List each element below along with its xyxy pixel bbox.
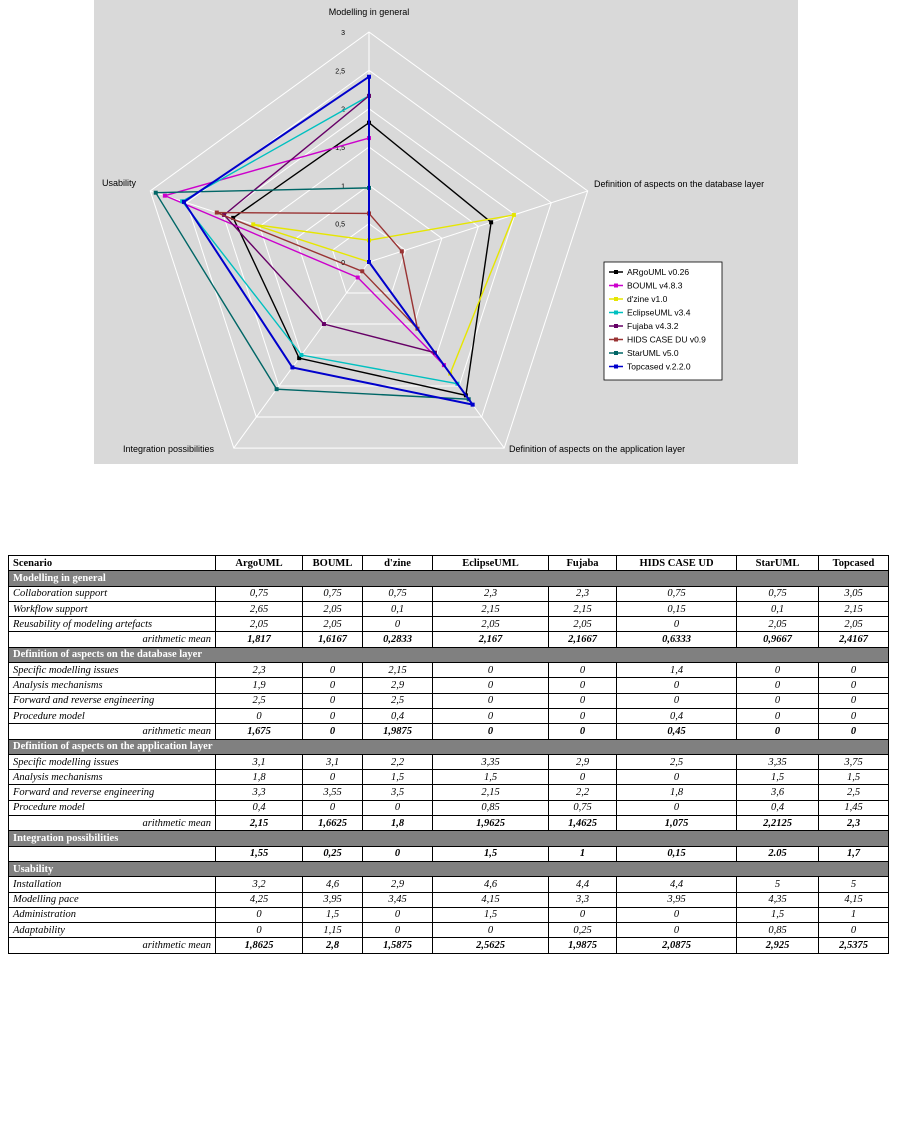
score-cell: 0,45 [617, 724, 737, 739]
radar-data-point [400, 249, 404, 253]
score-cell: 1,675 [216, 724, 303, 739]
section-title: Integration possibilities [9, 831, 889, 846]
score-cell: 2,15 [363, 663, 433, 678]
score-cell: 2,5625 [433, 938, 549, 953]
radar-axis-label: Usability [102, 178, 137, 188]
score-cell: 2,9 [549, 754, 617, 769]
table-row [9, 663, 889, 678]
radar-data-point [512, 213, 516, 217]
section-title: Definition of aspects on the application layer [9, 739, 889, 754]
score-cell: 2,15 [433, 785, 549, 800]
score-cell: 2,9 [363, 877, 433, 892]
legend-label: EclipseUML v3.4 [627, 307, 691, 318]
score-cell: 2,05 [433, 617, 549, 632]
score-cell: 4,4 [617, 877, 737, 892]
radar-data-point [471, 403, 475, 407]
score-cell: 0,1 [737, 601, 819, 616]
score-cell: 4,6 [433, 877, 549, 892]
table-row [9, 923, 889, 938]
score-cell: 1,15 [303, 923, 363, 938]
criterion-cell: Reusability of modeling artefacts [9, 617, 216, 632]
table-row [9, 938, 889, 953]
score-cell: 2,5 [819, 785, 889, 800]
score-cell: 3,45 [363, 892, 433, 907]
score-cell: 0,6333 [617, 632, 737, 647]
score-cell: 0 [617, 770, 737, 785]
table-row [9, 754, 889, 769]
criterion-cell: Procedure model [9, 708, 216, 723]
score-cell: 1,6167 [303, 632, 363, 647]
table-row [9, 800, 889, 815]
score-cell: 3,05 [819, 586, 889, 601]
score-cell: 2,15 [549, 601, 617, 616]
score-cell: 0 [737, 678, 819, 693]
legend-label: StarUML v5.0 [627, 348, 679, 358]
score-cell: 4,15 [819, 892, 889, 907]
criterion-cell: Analysis mechanisms [9, 770, 216, 785]
table-row [9, 816, 889, 831]
score-cell: 2,05 [303, 601, 363, 616]
score-cell: 0,4 [737, 800, 819, 815]
criterion-cell: Specific modelling issues [9, 663, 216, 678]
score-cell: 1,075 [617, 816, 737, 831]
score-cell: 0 [363, 907, 433, 922]
score-cell: 2,3 [819, 816, 889, 831]
radar-data-point [290, 365, 294, 369]
legend-marker [614, 338, 618, 342]
radar-tick-label: 3 [341, 30, 345, 37]
score-cell: 1,9875 [549, 938, 617, 953]
score-cell: 0,75 [737, 586, 819, 601]
table-row [9, 877, 889, 892]
radar-chart [94, 0, 798, 464]
score-cell: 2,5375 [819, 938, 889, 953]
score-cell: 2,1667 [549, 632, 617, 647]
score-cell: 0,75 [216, 586, 303, 601]
legend-label: HIDS CASE DU v0.9 [627, 334, 706, 345]
score-cell: 2,5 [363, 693, 433, 708]
score-cell: 4,4 [549, 877, 617, 892]
legend-marker [614, 311, 618, 315]
score-cell: 2,2 [363, 754, 433, 769]
score-cell: 0,9667 [737, 632, 819, 647]
score-cell: 2,15 [819, 601, 889, 616]
header-hids: HIDS CASE UD [617, 556, 737, 571]
radar-data-point [322, 322, 326, 326]
score-cell: 0,75 [549, 800, 617, 815]
score-cell: 0 [737, 693, 819, 708]
radar-data-point [275, 387, 279, 391]
criterion-cell: Specific modelling issues [9, 754, 216, 769]
criterion-cell: Adaptability [9, 923, 216, 938]
radar-axis-label: Definition of aspects on the database layer [594, 179, 765, 189]
score-cell: 0 [303, 708, 363, 723]
score-cell: 0,4 [363, 708, 433, 723]
score-cell: 2,167 [433, 632, 549, 647]
score-cell: 1,9 [216, 678, 303, 693]
radar-axis-label: Definition of aspects on the application layer [509, 444, 686, 454]
radar-tick-label: 0 [341, 260, 345, 267]
criterion-cell [9, 846, 216, 861]
score-cell: 3,95 [617, 892, 737, 907]
score-cell: 0 [549, 663, 617, 678]
radar-data-point [367, 260, 371, 264]
radar-tick-label: 2 [341, 106, 345, 114]
score-cell: 3,2 [216, 877, 303, 892]
table-section-row [9, 739, 889, 754]
score-cell: 0 [549, 678, 617, 693]
score-cell: 4,15 [433, 892, 549, 907]
radar-data-point [215, 211, 219, 215]
score-cell: 0 [433, 678, 549, 693]
table-row [9, 632, 889, 647]
score-cell: 0 [819, 693, 889, 708]
score-cell: 1,5 [363, 770, 433, 785]
score-cell: 0 [216, 708, 303, 723]
criterion-cell: Collaboration support [9, 586, 216, 601]
score-cell: 2,3 [216, 663, 303, 678]
score-cell: 2,05 [216, 617, 303, 632]
score-cell: 2,15 [433, 601, 549, 616]
score-cell: 0,75 [617, 586, 737, 601]
score-cell: 2,65 [216, 601, 303, 616]
legend-marker [614, 297, 618, 301]
score-cell: 1,8625 [216, 938, 303, 953]
radar-axis-label: Modelling in general [328, 7, 410, 17]
criterion-cell: arithmetic mean [9, 632, 216, 647]
score-cell: 2,0875 [617, 938, 737, 953]
header-argouml: ArgoUML [216, 556, 303, 571]
table-row [9, 601, 889, 616]
score-cell: 0 [617, 800, 737, 815]
score-cell: 0 [216, 907, 303, 922]
score-cell: 2,5 [216, 693, 303, 708]
table-row [9, 907, 889, 922]
score-cell: 2,2 [549, 785, 617, 800]
radar-tick-label: 1 [341, 183, 345, 191]
legend-label: ARgoUML v0.26 [627, 267, 690, 277]
header-dzine: d'zine [363, 556, 433, 571]
score-cell: 0 [303, 724, 363, 739]
section-title: Definition of aspects on the database layer [9, 647, 889, 662]
score-cell: 0 [549, 907, 617, 922]
criterion-cell: arithmetic mean [9, 724, 216, 739]
table-row [9, 693, 889, 708]
score-cell: 0 [549, 708, 617, 723]
score-cell: 1,5 [819, 770, 889, 785]
table-section-row [9, 647, 889, 662]
score-cell: 1,8 [363, 816, 433, 831]
score-cell: 3,35 [433, 754, 549, 769]
score-cell: 0,85 [737, 923, 819, 938]
score-cell: 0 [303, 663, 363, 678]
score-cell: 0,4 [617, 708, 737, 723]
table-section-row [9, 831, 889, 846]
score-cell: 4,35 [737, 892, 819, 907]
criterion-cell: Administration [9, 907, 216, 922]
radar-data-point [356, 276, 360, 280]
radar-data-point [360, 269, 364, 273]
score-cell: 0 [303, 678, 363, 693]
table-body [9, 571, 889, 953]
score-cell: 1,6625 [303, 816, 363, 831]
score-cell: 3,1 [303, 754, 363, 769]
radar-series-line [233, 123, 491, 396]
score-cell: 2,8 [303, 938, 363, 953]
score-cell: 1,4625 [549, 816, 617, 831]
score-cell: 0 [819, 724, 889, 739]
score-cell: 0 [433, 923, 549, 938]
score-cell: 0,75 [363, 586, 433, 601]
criterion-cell: Installation [9, 877, 216, 892]
score-cell: 0 [617, 678, 737, 693]
radar-tick-label: 1,5 [335, 145, 345, 152]
score-cell: 2,05 [549, 617, 617, 632]
score-cell: 0 [433, 708, 549, 723]
table-row [9, 724, 889, 739]
radar-tick-label: 2,5 [335, 68, 345, 76]
score-cell: 1,5 [303, 907, 363, 922]
score-cell: 2,05 [737, 617, 819, 632]
criterion-cell: arithmetic mean [9, 816, 216, 831]
legend-marker [614, 270, 618, 274]
score-cell: 3,1 [216, 754, 303, 769]
score-cell: 0 [737, 708, 819, 723]
score-cell: 2,15 [216, 816, 303, 831]
score-cell: 0 [819, 708, 889, 723]
score-cell: 1,45 [819, 800, 889, 815]
score-cell: 2,5 [617, 754, 737, 769]
legend-marker [614, 324, 618, 328]
score-cell: 0 [819, 923, 889, 938]
score-cell: 2,05 [819, 617, 889, 632]
score-cell: 3,5 [363, 785, 433, 800]
score-cell: 1 [819, 907, 889, 922]
score-cell: 0 [433, 693, 549, 708]
header-eclipseuml: EclipseUML [433, 556, 549, 571]
score-cell: 0 [737, 663, 819, 678]
score-cell: 0 [617, 617, 737, 632]
legend-marker [614, 351, 618, 355]
score-cell: 3,75 [819, 754, 889, 769]
score-cell: 5 [819, 877, 889, 892]
results-table [8, 555, 889, 954]
score-cell: 0 [617, 923, 737, 938]
radar-data-point [251, 222, 255, 226]
table-header-row [9, 556, 889, 571]
score-cell: 0,85 [433, 800, 549, 815]
score-cell: 1,7 [819, 846, 889, 861]
score-cell: 2,05 [303, 617, 363, 632]
score-cell: 0 [216, 923, 303, 938]
header-staruml: StarUML [737, 556, 819, 571]
score-cell: 0 [363, 923, 433, 938]
radar-data-point [299, 353, 303, 357]
score-cell: 1,5 [433, 846, 549, 861]
radar-data-point [182, 200, 186, 204]
criterion-cell: Modelling pace [9, 892, 216, 907]
score-cell: 3,3 [216, 785, 303, 800]
score-cell: 3,35 [737, 754, 819, 769]
score-cell: 2.05 [737, 846, 819, 861]
header-scenario: Scenario [9, 556, 216, 571]
legend-label: BOUML v4.8.3 [627, 280, 683, 291]
score-cell: 0 [433, 724, 549, 739]
score-cell: 5 [737, 877, 819, 892]
score-cell: 0 [737, 724, 819, 739]
radar-chart-svg [94, 0, 798, 464]
legend-marker [614, 284, 618, 288]
radar-tick-label: 0,5 [335, 221, 345, 229]
legend-label: Topcased v.2.2.0 [627, 361, 691, 372]
radar-axis-label: Integration possibilities [123, 444, 215, 454]
score-cell: 1,9625 [433, 816, 549, 831]
score-cell: 0 [819, 678, 889, 693]
radar-data-point [489, 220, 493, 224]
score-cell: 2,3 [549, 586, 617, 601]
score-cell: 2,4167 [819, 632, 889, 647]
criterion-cell: Procedure model [9, 800, 216, 815]
score-cell: 0 [819, 663, 889, 678]
table-section-row [9, 571, 889, 586]
score-cell: 0,25 [303, 846, 363, 861]
score-cell: 3,6 [737, 785, 819, 800]
score-cell: 0 [549, 770, 617, 785]
table-row [9, 708, 889, 723]
table-row [9, 770, 889, 785]
score-cell: 1,8 [216, 770, 303, 785]
score-cell: 0,1 [363, 601, 433, 616]
score-cell: 3,3 [549, 892, 617, 907]
score-cell: 0 [303, 693, 363, 708]
score-cell: 2,925 [737, 938, 819, 953]
score-cell: 0 [617, 907, 737, 922]
header-topcased: Topcased [819, 556, 889, 571]
score-cell: 3,55 [303, 785, 363, 800]
score-cell: 0 [433, 663, 549, 678]
score-cell: 1 [549, 846, 617, 861]
radar-data-point [163, 194, 167, 198]
score-cell: 1,4 [617, 663, 737, 678]
score-cell: 0 [303, 800, 363, 815]
score-cell: 1,5 [737, 770, 819, 785]
score-cell: 1,5875 [363, 938, 433, 953]
score-cell: 0 [617, 693, 737, 708]
score-cell: 1,5 [433, 907, 549, 922]
score-cell: 0,2833 [363, 632, 433, 647]
score-cell: 1,5 [737, 907, 819, 922]
legend-label: Fujaba v4.3.2 [627, 321, 679, 331]
radar-data-point [367, 75, 371, 79]
score-cell: 2,3 [433, 586, 549, 601]
section-title: Usability [9, 861, 889, 876]
score-cell: 1,8 [617, 785, 737, 800]
criterion-cell: Forward and reverse engineering [9, 693, 216, 708]
score-cell: 0 [363, 846, 433, 861]
score-cell: 0,15 [617, 601, 737, 616]
criterion-cell: Forward and reverse engineering [9, 785, 216, 800]
score-cell: 0 [549, 693, 617, 708]
radar-series-line [156, 188, 469, 399]
score-cell: 0,75 [303, 586, 363, 601]
table-row [9, 586, 889, 601]
legend-label: d'zine v1.0 [627, 294, 668, 304]
score-cell: 1,55 [216, 846, 303, 861]
table-row [9, 892, 889, 907]
section-title: Modelling in general [9, 571, 889, 586]
table-row [9, 846, 889, 861]
radar-data-point [154, 191, 158, 195]
score-cell: 0,4 [216, 800, 303, 815]
score-cell: 4,25 [216, 892, 303, 907]
score-cell: 4,6 [303, 877, 363, 892]
header-bouml: BOUML [303, 556, 363, 571]
score-cell: 2,2125 [737, 816, 819, 831]
radar-series-line [182, 96, 457, 384]
score-cell: 2,9 [363, 678, 433, 693]
score-cell: 0 [363, 800, 433, 815]
score-cell: 0,15 [617, 846, 737, 861]
score-cell: 1,817 [216, 632, 303, 647]
table-row [9, 785, 889, 800]
criterion-cell: arithmetic mean [9, 938, 216, 953]
header-fujaba: Fujaba [549, 556, 617, 571]
legend-marker [614, 365, 618, 369]
table-section-row [9, 861, 889, 876]
score-cell: 0,25 [549, 923, 617, 938]
score-cell: 1,9875 [363, 724, 433, 739]
table-row [9, 678, 889, 693]
table-row [9, 617, 889, 632]
score-cell: 0 [549, 724, 617, 739]
score-cell: 0 [303, 770, 363, 785]
score-cell: 1,5 [433, 770, 549, 785]
criterion-cell: Analysis mechanisms [9, 678, 216, 693]
criterion-cell: Workflow support [9, 601, 216, 616]
score-cell: 3,95 [303, 892, 363, 907]
score-cell: 0 [363, 617, 433, 632]
